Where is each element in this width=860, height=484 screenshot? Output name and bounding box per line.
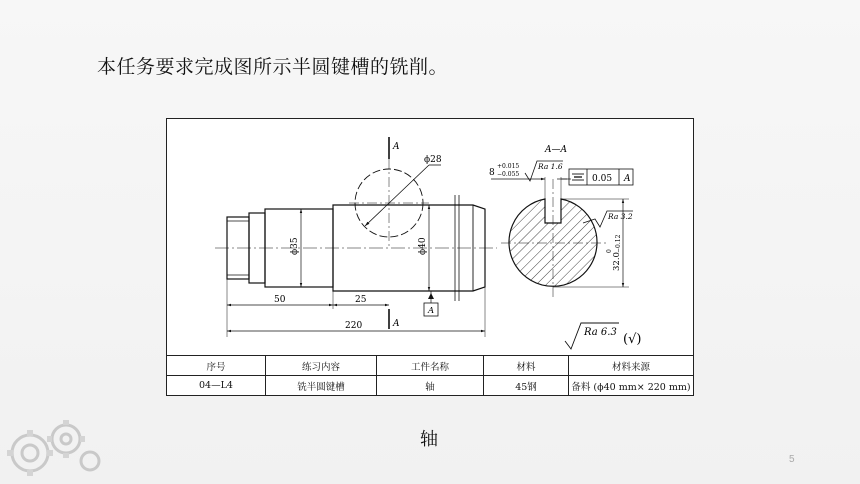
- depth-tol-lower: −0.12: [615, 234, 622, 253]
- depth-tol-upper: 0: [606, 249, 613, 253]
- drawing-canvas: [167, 119, 693, 395]
- keyway-tol-lower: −0.055: [497, 171, 520, 178]
- table-cell: 备料 (ϕ40 mm× 220 mm): [569, 376, 694, 396]
- depth-base-label: 32.0: [612, 252, 622, 271]
- dim-50-label: 50: [274, 295, 286, 305]
- table-row: [167, 376, 693, 396]
- ra16-label: Ra 1.6: [538, 162, 563, 171]
- datum-triangle: [428, 293, 434, 299]
- table-cell: 铣半圆键槽: [266, 376, 377, 396]
- engineering-drawing: [166, 118, 694, 396]
- table-cell: 04—L4: [167, 376, 266, 396]
- symmetry-icon: [572, 174, 584, 180]
- section-title: A—A: [545, 145, 567, 155]
- ra-general-note: (√): [623, 332, 642, 347]
- dim-25-label: 25: [355, 295, 367, 305]
- dia28-leader: [365, 165, 429, 226]
- info-table: [167, 355, 693, 395]
- sym-tolerance-value: 0.05: [592, 174, 613, 184]
- section-view: [501, 179, 607, 299]
- figure-caption: 轴: [420, 429, 438, 450]
- table-header-cell: 材料来源: [569, 356, 694, 376]
- table-header-cell: 序号: [167, 356, 266, 376]
- dia40-label: ϕ40: [418, 237, 428, 255]
- dia35-label: ϕ35: [290, 237, 300, 255]
- ra63-label: Ra 6.3: [584, 327, 617, 338]
- table-cell: 轴: [377, 376, 484, 396]
- keyway-width-label: 8: [489, 168, 495, 178]
- table-header-cell: 材料: [484, 356, 569, 376]
- datum-box-label: A: [428, 306, 435, 316]
- info-table-header: [167, 356, 693, 376]
- table-cell: 45钢: [484, 376, 569, 396]
- table-header-cell: 练习内容: [266, 356, 377, 376]
- keyway-tol-upper: +0.015: [497, 163, 520, 170]
- table-header-cell: 工件名称: [377, 356, 484, 376]
- section-label-bottom: A: [393, 319, 400, 329]
- dia28-label: ϕ28: [424, 155, 442, 165]
- section-label-top: A: [393, 142, 400, 152]
- dim-220-label: 220: [345, 321, 363, 331]
- ra32-label: Ra 3.2: [608, 212, 633, 221]
- gears-decoration-icon: [0, 405, 110, 484]
- sym-datum-label: A: [624, 174, 631, 184]
- task-description: 本任务要求完成图所示半圆键槽的铣削。: [97, 56, 449, 78]
- page-number: 5: [789, 454, 795, 465]
